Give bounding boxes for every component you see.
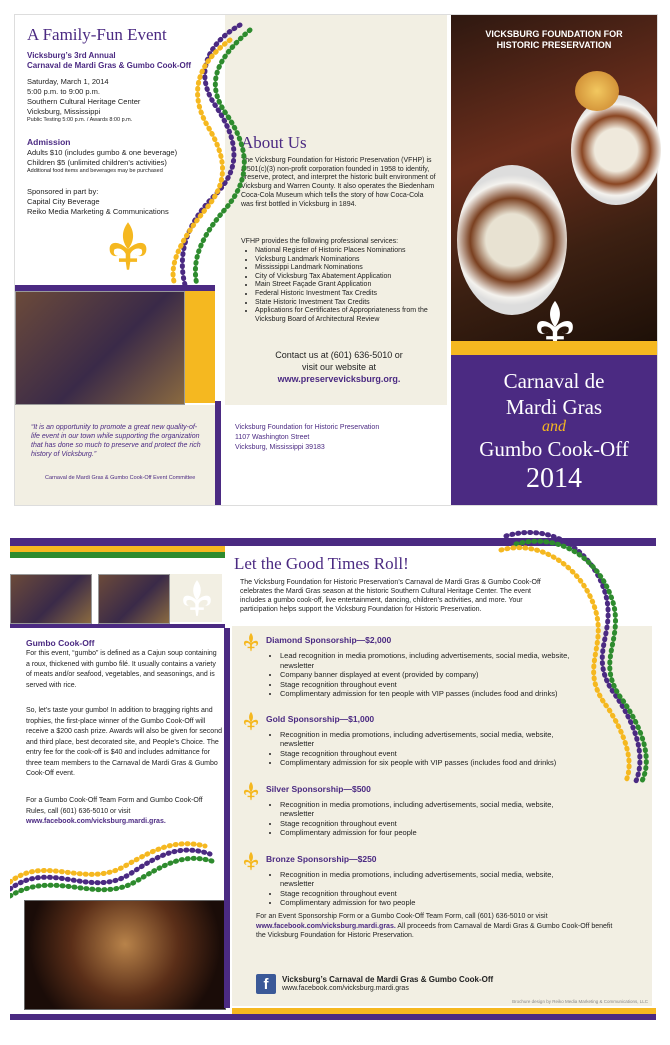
about-heading: About Us <box>241 133 307 152</box>
gumbo-para-1: For this event, “gumbo” is defined as a Cajun soup containing a roux, thickened with gumbo filé. It usually contains a variety of meats and/or seafood, vegetables, and seasonings, and is served with rice. <box>26 650 217 689</box>
fleur-tile <box>170 574 222 622</box>
cover-and: and <box>542 418 566 435</box>
gold-accent-block <box>185 291 215 403</box>
sponsored-intro: Sponsored in part by: <box>27 187 99 196</box>
cover-panel <box>451 15 657 505</box>
service-item: • Applications for Certificates of Appropriateness from the Vicksburg Board of Architectural Review <box>255 307 445 324</box>
sponsorship-title: Gold Sponsorship—$1,000 <box>266 713 375 724</box>
gumbo-facebook-link[interactable]: www.facebook.com/vicksburg.mardi.gras. <box>26 818 166 825</box>
gumbo-para-2: So, let’s taste your gumbo! In addition to bragging rights and trophies, the first-place winner of the Gumbo Cook-Off will receive a $200 cash prize. Awards will also be given for second and third place, best decorated site, and People’s Choice. The entry fee for the cook-off is $40 and includes admittance for three team members to the Carnaval de Mardi Gras & Gumbo Cook-Off event. <box>26 707 222 777</box>
benefit-item: • Stage recognition throughout event <box>280 819 582 829</box>
good-times-heading: Let the Good Times Roll! <box>234 554 409 573</box>
quote-text: “It is an opportunity to promote a great new quality-of-life event in our town while supporting the organization that has done so much to preserve and protect the rich history of Vicksburg.” <box>31 424 201 458</box>
top-green-band <box>10 552 225 558</box>
contact-line-1: Contact us at (601) 636-5010 or <box>275 350 403 360</box>
benefit-item: • Lead recognition in media promotions, including advertisements, social media, website, newsletter <box>280 651 582 670</box>
sponsor-capital-city: Capital City Beverage <box>27 197 100 206</box>
sponsor-reiko: Reiko Media Marketing & Communications <box>27 207 169 216</box>
address-line-3: Vicksburg, Mississippi 39183 <box>235 444 325 451</box>
gumbo-title: Gumbo Cook-Off <box>26 638 95 648</box>
benefit-item: • Stage recognition throughout event <box>280 680 582 690</box>
org-line-2: HISTORIC PRESERVATION <box>496 40 612 50</box>
sponsorship-title: Bronze Sponsorship—$250 <box>266 853 377 864</box>
subtitle-line-1: Vicksburg’s 3rd Annual <box>27 51 116 60</box>
cover-year: 2014 <box>526 463 582 494</box>
gumbo-bowl-left <box>457 165 567 315</box>
sponsorship-block <box>242 851 582 908</box>
children-photo <box>15 291 185 405</box>
quote-box <box>15 405 215 505</box>
org-line-1: VICKSBURG FOUNDATION FOR <box>485 29 623 39</box>
service-item: • Federal Historic Investment Tax Credits <box>255 290 445 299</box>
gumbo-para-3 <box>26 796 222 828</box>
address-line-1: Vicksburg Foundation for Historic Preservation <box>235 424 380 431</box>
facebook-title: Vicksburg’s Carnaval de Mardi Gras & Gumbo Cook-Off <box>282 975 494 984</box>
sponsorship-benefits <box>266 870 582 908</box>
org-name <box>451 29 657 51</box>
fleur-de-lis-icon <box>180 578 214 618</box>
bottom-left-stripe <box>224 628 230 1008</box>
fleur-de-lis-icon <box>242 781 260 801</box>
admission-additional: Additional food items and beverages may be purchased <box>27 168 163 174</box>
benefit-item: • Complimentary admission for six people with VIP passes (includes food and drinks) <box>280 758 582 768</box>
cover-title-1: Carnaval de <box>503 369 605 393</box>
service-item: • Main Street Façade Grant Application <box>255 281 445 290</box>
subtitle-line-2: Carnaval de Mardi Gras & Gumbo Cook-Off <box>27 61 192 70</box>
facebook-url: www.facebook.com/vicksburg.mardi.gras <box>282 985 409 992</box>
gumbo-form-text: For a Gumbo Cook-Off Team Form and Gumbo Cook-Off Rules, call (601) 636-5010 or visit <box>26 797 203 815</box>
gumbo-photo <box>451 15 657 341</box>
mailing-address <box>235 423 379 453</box>
stage-photo <box>24 900 226 1010</box>
bead-necklace-icon <box>135 15 275 295</box>
admission-adults: Adults $10 (includes gumbo & one beverage) <box>27 148 178 157</box>
bottom-gold-band <box>232 1008 656 1014</box>
cover-title-block <box>451 355 657 505</box>
forms-facebook-link[interactable]: www.facebook.com/vicksburg.mardi.gras. <box>256 922 396 930</box>
intro-text: The Vicksburg Foundation for Historic Preservation’s Carnaval de Mardi Gras & Gumbo Cook-Off celebrates the Mardi Gras season at the historic Southern Cultural Heritage Center. The event includes a gumbo cook-off, live entertainment, dancing, children’s activities, and more. Your participation helps support the Vicksburg Foundation for Historic Preservation. <box>240 579 541 613</box>
benefit-item: • Recognition in media promotions, including advertisements, social media, website, newsletter <box>280 870 582 889</box>
about-para-1: The Vicksburg Foundation for Historic Preservation (VFHP) is a 501(c)(3) non-profit corporation founded in 1958 to identify, preserve, protect, and interpret the historic built environment of Vicksburg and Warren County. It also operates the Biedenham Coca-Cola Museum which tells the story of how Coca-Cola was first bottled in Vicksburg in 1894. <box>241 157 436 208</box>
event-testing-times: Public Testing 5:00 p.m. / Awards 8:00 p.m. <box>27 117 133 123</box>
facebook-icon: f <box>256 974 276 994</box>
contact-block <box>241 349 437 385</box>
bead-necklace-icon <box>10 834 225 904</box>
family-fun-heading: A Family-Fun Event <box>27 25 167 44</box>
benefit-item: • Complimentary admission for four people <box>280 828 582 838</box>
benefit-item: • Recognition in media promotions, including advertisements, social media, website, newsletter <box>280 800 582 819</box>
purple-side-stripe <box>215 401 221 505</box>
fleur-de-lis-icon <box>242 711 260 731</box>
address-line-2: 1107 Washington Street <box>235 434 310 441</box>
photo-strip-2 <box>98 574 170 624</box>
event-venue: Southern Cultural Heritage Center <box>27 97 141 106</box>
gumbo-bowl-right <box>571 95 661 205</box>
mailing-panel <box>225 405 447 505</box>
forms-call-text: For an Event Sponsorship Form or a Gumbo Cook-Off Team Form, call (601) 636-5010 or visit <box>256 913 548 920</box>
bottom-page <box>10 538 656 1028</box>
fleur-de-lis-icon <box>242 632 260 652</box>
service-item: • Vicksburg Landmark Nominations <box>255 256 445 265</box>
about-para-2: VFHP provides the following professional services: <box>241 238 399 245</box>
forms-proceeds-text: All proceeds from Carnaval de Mardi Gras & Gumbo Cook-Off benefit the Vicksburg Foundation for Historic Preservation. <box>256 922 613 939</box>
service-item: • City of Vicksburg Tax Abatement Application <box>255 273 445 282</box>
facebook-block[interactable] <box>256 974 596 998</box>
sponsorship-benefits <box>266 800 582 838</box>
benefit-item: • Complimentary admission for ten people with VIP passes (includes food and drinks) <box>280 689 582 699</box>
admission-children: Children $5 (unlimited children’s activities) <box>27 158 167 167</box>
event-date: Saturday, March 1, 2014 <box>27 77 109 86</box>
cover-title-2: Mardi Gras <box>505 395 603 419</box>
contact-line-2: visit our website at <box>301 362 377 372</box>
service-item: • Mississippi Landmark Nominations <box>255 264 445 273</box>
cover-gold-band <box>451 341 657 355</box>
benefit-item: • Complimentary admission for two people <box>280 898 582 908</box>
bead-necklace-icon <box>496 526 656 786</box>
admission-title: Admission <box>27 137 71 147</box>
photo-strip-1 <box>10 574 92 624</box>
fleur-de-lis-icon <box>242 851 260 871</box>
website-link[interactable]: www.preservevicksburg.org. <box>277 374 401 384</box>
quote-attribution: Carnaval de Mardi Gras & Gumbo Cook-Off Event Committee <box>45 475 196 481</box>
forms-text <box>256 912 616 941</box>
benefit-item: • Stage recognition throughout event <box>280 749 582 759</box>
sponsorship-title: Diamond Sponsorship—$2,000 <box>266 635 392 645</box>
photo-underline <box>10 624 225 628</box>
service-item: • State Historic Investment Tax Credits <box>255 299 445 308</box>
benefit-item: • Company banner displayed at event (provided by company) <box>280 670 582 680</box>
event-city: Vicksburg, Mississippi <box>27 107 101 116</box>
sponsorship-block <box>242 781 582 838</box>
top-page <box>14 14 658 506</box>
sponsorship-title: Silver Sponsorship—$500 <box>266 783 371 794</box>
cover-title-3: Gumbo Cook-Off <box>479 437 629 461</box>
benefit-item: • Recognition in media promotions, including advertisements, social media, website, newsletter <box>280 730 582 749</box>
benefit-item: • Stage recognition throughout event <box>280 889 582 899</box>
service-item: • National Register of Historic Places Nominations <box>255 247 445 256</box>
bread-slice <box>575 71 619 111</box>
bottom-purple-band <box>10 1014 656 1020</box>
design-credit: Brochure design by Reiko Media Marketing & Communications, LLC <box>512 999 648 1004</box>
event-time: 5:00 p.m. to 9:00 p.m. <box>27 87 100 96</box>
